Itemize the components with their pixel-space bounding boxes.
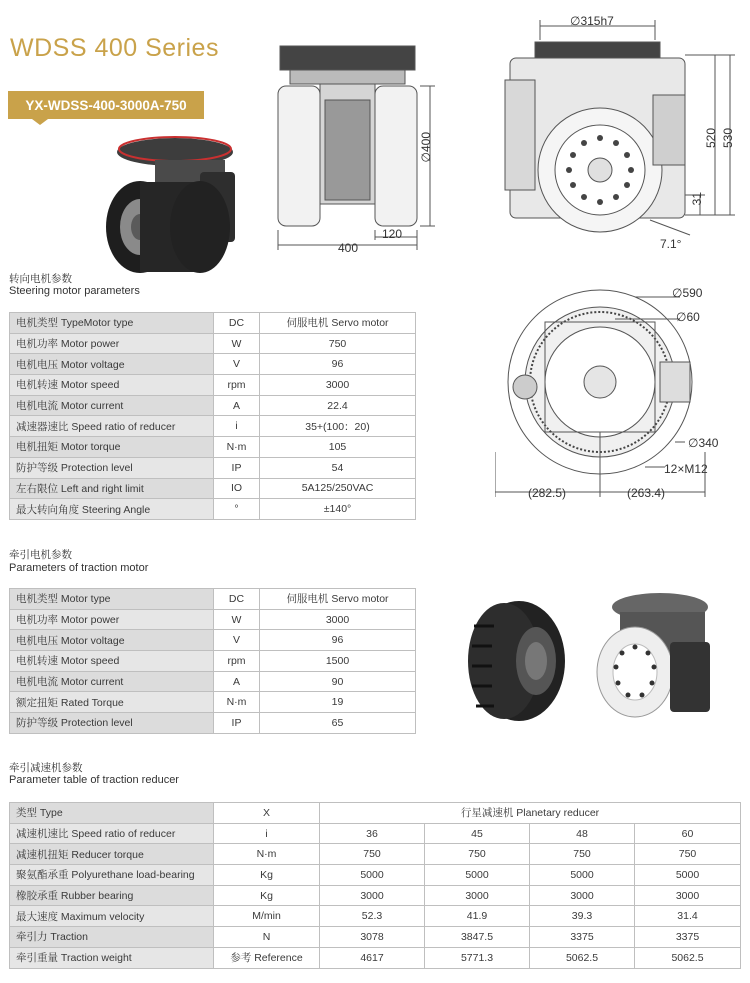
dim-diameter-60: ∅60 — [676, 310, 700, 324]
reducer-cell-value: 48 — [530, 823, 635, 844]
product-image-tire — [464, 596, 569, 726]
steering-title-en: Steering motor parameters — [9, 285, 140, 297]
traction-row — [10, 630, 416, 651]
steering-cell-label: 电机扭矩 Motor torque — [10, 437, 214, 458]
reducer-cell-label: 牵引重量 Traction weight — [10, 947, 214, 968]
reducer-cell-unit: Kg — [214, 865, 320, 886]
reducer-title-zh: 牵引减速机参数 — [9, 762, 83, 774]
steering-cell-unit: DC — [214, 313, 260, 334]
steering-cell-label: 减速器速比 Speed ratio of reducer — [10, 416, 214, 437]
traction-cell-unit: IP — [214, 713, 260, 734]
steering-cell-unit: rpm — [214, 375, 260, 396]
dim-width-400: 400 — [338, 241, 359, 255]
dim-diameter-340: ∅340 — [688, 436, 719, 450]
reducer-cell-value: 4617 — [320, 947, 425, 968]
reducer-row — [10, 906, 741, 927]
traction-cell-label: 电机转速 Motor speed — [10, 651, 214, 672]
steering-cell-unit: IO — [214, 478, 260, 499]
steering-cell-unit: N·m — [214, 437, 260, 458]
reducer-cell-value: 3000 — [530, 885, 635, 906]
traction-row — [10, 692, 416, 713]
steering-cell-value: 5A125/250VAC — [260, 478, 416, 499]
steering-cell-value: 54 — [260, 457, 416, 478]
model-badge-tail — [32, 119, 48, 125]
dim-bolts: 12×M12 — [664, 462, 708, 476]
dim-height-520: 520 — [704, 128, 718, 149]
dim-right: (263.4) — [627, 486, 666, 500]
traction-cell-unit: rpm — [214, 651, 260, 672]
reducer-row — [10, 927, 741, 948]
product-image-drive-unit — [100, 132, 250, 277]
reducer-cell-unit: 参考 Reference — [214, 947, 320, 968]
traction-cell-unit: A — [214, 671, 260, 692]
dim-offset-31: 31 — [690, 192, 704, 206]
steering-row — [10, 499, 416, 520]
traction-table — [9, 588, 416, 734]
reducer-cell-value: 750 — [530, 844, 635, 865]
traction-cell-value: 96 — [260, 630, 416, 651]
reducer-cell-unit: i — [214, 823, 320, 844]
reducer-row — [10, 947, 741, 968]
steering-cell-label: 电机类型 TypeMotor type — [10, 313, 214, 334]
traction-row — [10, 713, 416, 734]
traction-cell-value: 伺服电机 Servo motor — [260, 589, 416, 610]
reducer-header-row — [10, 803, 741, 824]
reducer-cell-value: 5771.3 — [425, 947, 530, 968]
steering-table — [9, 312, 416, 520]
steering-cell-value: 750 — [260, 333, 416, 354]
model-badge: YX-WDSS-400-3000A-750 — [8, 91, 204, 119]
steering-cell-label: 电机功率 Motor power — [10, 333, 214, 354]
reducer-cell-value: 750 — [320, 844, 425, 865]
traction-cell-value: 19 — [260, 692, 416, 713]
reducer-row — [10, 865, 741, 886]
reducer-cell-value: 5062.5 — [635, 947, 741, 968]
reducer-cell-label: 最大速度 Maximum velocity — [10, 906, 214, 927]
traction-title-zh: 牵引电机参数 — [9, 549, 72, 561]
reducer-cell-label: 减速机速比 Speed ratio of reducer — [10, 823, 214, 844]
dim-diameter-315: ∅315h7 — [570, 14, 614, 28]
reducer-cell-value: 3847.5 — [425, 927, 530, 948]
steering-row — [10, 375, 416, 396]
traction-cell-unit: N·m — [214, 692, 260, 713]
steering-cell-value: 35+(100：20) — [260, 416, 416, 437]
steering-cell-value: 105 — [260, 437, 416, 458]
traction-row — [10, 671, 416, 692]
traction-cell-label: 额定扭矩 Rated Torque — [10, 692, 214, 713]
dim-diameter-590: ∅590 — [672, 286, 703, 300]
reducer-cell-value: 52.3 — [320, 906, 425, 927]
reducer-cell-unit: N·m — [214, 844, 320, 865]
traction-title-en: Parameters of traction motor — [9, 562, 149, 574]
reducer-row — [10, 844, 741, 865]
traction-row — [10, 609, 416, 630]
reducer-cell-value: 45 — [425, 823, 530, 844]
reducer-cell-value: 31.4 — [635, 906, 741, 927]
traction-cell-label: 电机功率 Motor power — [10, 609, 214, 630]
reducer-cell-value: 750 — [635, 844, 741, 865]
reducer-cell-value: 5000 — [635, 865, 741, 886]
reducer-cell-value: 3375 — [635, 927, 741, 948]
reducer-cell-unit: Kg — [214, 885, 320, 906]
reducer-table — [9, 802, 741, 969]
dim-offset-120: 120 — [382, 227, 403, 241]
reducer-cell-value: 3000 — [425, 885, 530, 906]
series-title: WDSS 400 Series — [10, 34, 219, 62]
reducer-cell-unit: N — [214, 927, 320, 948]
steering-cell-unit: i — [214, 416, 260, 437]
reducer-cell-label: 类型 Type — [10, 803, 214, 824]
traction-cell-value: 3000 — [260, 609, 416, 630]
steering-cell-unit: IP — [214, 457, 260, 478]
traction-row — [10, 589, 416, 610]
traction-cell-value: 1500 — [260, 651, 416, 672]
traction-cell-label: 防护等级 Protection level — [10, 713, 214, 734]
dim-height-530: 530 — [721, 128, 735, 149]
steering-cell-label: 电机电压 Motor voltage — [10, 354, 214, 375]
steering-row — [10, 313, 416, 334]
reducer-cell-label: 牵引力 Traction — [10, 927, 214, 948]
steering-cell-unit: W — [214, 333, 260, 354]
traction-row — [10, 651, 416, 672]
steering-row — [10, 478, 416, 499]
reducer-cell-value: 3000 — [635, 885, 741, 906]
traction-cell-value: 90 — [260, 671, 416, 692]
reducer-cell-value: 3078 — [320, 927, 425, 948]
reducer-row — [10, 885, 741, 906]
reducer-cell-value: 750 — [425, 844, 530, 865]
reducer-cell-value: 41.9 — [425, 906, 530, 927]
steering-cell-label: 左右限位 Left and right limit — [10, 478, 214, 499]
steering-cell-value: 22.4 — [260, 395, 416, 416]
dim-angle: 7.1° — [660, 237, 682, 251]
traction-cell-unit: W — [214, 609, 260, 630]
reducer-cell-value: 5000 — [530, 865, 635, 886]
traction-cell-unit: V — [214, 630, 260, 651]
steering-cell-label: 防护等级 Protection level — [10, 457, 214, 478]
reducer-cell-value: 5000 — [320, 865, 425, 886]
traction-cell-label: 电机电流 Motor current — [10, 671, 214, 692]
steering-cell-label: 电机电流 Motor current — [10, 395, 214, 416]
steering-title-zh: 转向电机参数 — [9, 273, 72, 285]
reducer-title-en: Parameter table of traction reducer — [9, 774, 179, 786]
steering-row — [10, 437, 416, 458]
steering-row — [10, 416, 416, 437]
reducer-cell-value: 3375 — [530, 927, 635, 948]
dim-diameter-400: ∅400 — [419, 132, 433, 163]
product-image-drive-assembly — [590, 587, 715, 722]
steering-cell-value: 伺服电机 Servo motor — [260, 313, 416, 334]
reducer-cell-value: 3000 — [320, 885, 425, 906]
reducer-cell-label: 橡胶承重 Rubber bearing — [10, 885, 214, 906]
reducer-cell-value: 39.3 — [530, 906, 635, 927]
steering-row — [10, 333, 416, 354]
steering-cell-unit: ° — [214, 499, 260, 520]
traction-cell-value: 65 — [260, 713, 416, 734]
reducer-cell-label: 聚氨酯承重 Polyurethane load-bearing — [10, 865, 214, 886]
steering-row — [10, 354, 416, 375]
traction-cell-label: 电机类型 Motor type — [10, 589, 214, 610]
steering-row — [10, 395, 416, 416]
reducer-cell-label: 减速机扭矩 Reducer torque — [10, 844, 214, 865]
steering-cell-unit: A — [214, 395, 260, 416]
steering-cell-value: ±140° — [260, 499, 416, 520]
reducer-cell-type: 行星减速机 Planetary reducer — [320, 803, 741, 824]
steering-cell-value: 3000 — [260, 375, 416, 396]
traction-cell-label: 电机电压 Motor voltage — [10, 630, 214, 651]
reducer-cell-value: 60 — [635, 823, 741, 844]
dim-left: (282.5) — [528, 486, 567, 500]
reducer-cell-value: 5062.5 — [530, 947, 635, 968]
reducer-cell-unit: M/min — [214, 906, 320, 927]
steering-row — [10, 457, 416, 478]
steering-cell-unit: V — [214, 354, 260, 375]
reducer-row — [10, 823, 741, 844]
steering-cell-label: 最大转向角度 Steering Angle — [10, 499, 214, 520]
steering-cell-value: 96 — [260, 354, 416, 375]
reducer-cell-unit: X — [214, 803, 320, 824]
reducer-cell-value: 36 — [320, 823, 425, 844]
steering-cell-label: 电机转速 Motor speed — [10, 375, 214, 396]
reducer-cell-value: 5000 — [425, 865, 530, 886]
traction-cell-unit: DC — [214, 589, 260, 610]
